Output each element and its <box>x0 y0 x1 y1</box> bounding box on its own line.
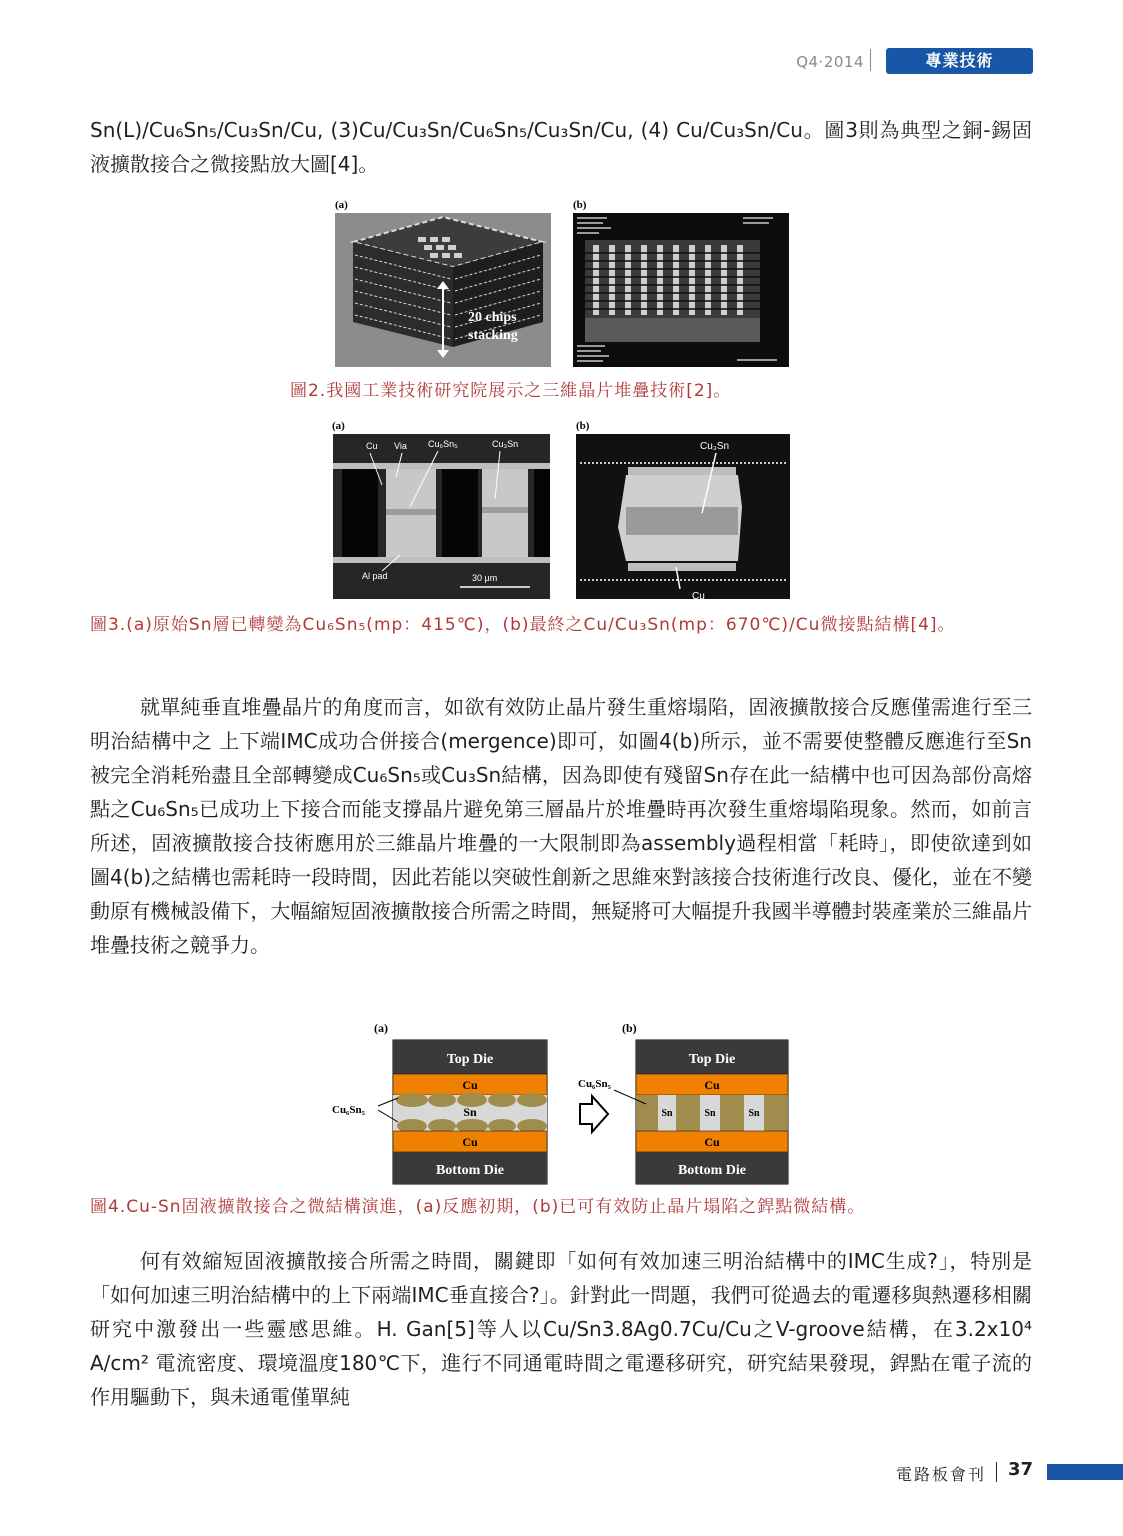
figure-3-caption: 圖3.(a)原始Sn層已轉變為Cu₆Sn₅(mp：415℃)，(b)最終之Cu/Cu₃Sn(mp：670℃)/Cu微接點結構[4]。 <box>90 615 956 635</box>
footer-accent-bar <box>1047 1464 1123 1480</box>
fig3a-scale: 30 μm <box>472 573 498 583</box>
paragraph-bottom: 何有效縮短固液擴散接合所需之時間，關鍵即「如何有效加速三明治結構中的IMC生成?」，特別是「如何加速三明治結構中的上下兩端IMC垂直接合?」。針對此一問題，我們可從過去的電遷移與熱遷移相關研究中激發出一些靈感思維。H. Gan[5]等人以Cu/Sn3.8Ag0.7Cu/Cu之V-groove結構，在3.2x10⁴ A/cm² 電流密度、環境溫度180℃下，進行不同通電時間之電遷移研究，研究結果發現，銲點在電子流的作用驅動下，與未通電僅單純 <box>90 1249 1032 1409</box>
figure-3-image <box>330 417 792 602</box>
journal-title: 電路板會刊 <box>895 1465 986 1484</box>
figure-4-caption: 圖4.Cu-Sn固液擴散接合之微結構演進，(a)反應初期，(b)已可有效防止晶片塌陷之銲點微結構。 <box>90 1197 866 1217</box>
figure-4-diagram <box>330 1018 792 1186</box>
fig4b-sn-3: Sn <box>748 1108 760 1119</box>
fig4-label-b: (b) <box>622 1021 637 1035</box>
fig4b-sn-2: Sn <box>704 1108 716 1119</box>
fig4a-sn: Sn <box>463 1105 477 1119</box>
fig3b-cu3sn: Cu₃Sn <box>700 441 730 452</box>
fig3-label-b: (b) <box>576 420 590 432</box>
fig3a-cu6sn5: Cu₆Sn₅ <box>428 439 458 449</box>
figure-2-caption: 圖2.我國工業技術研究院展示之三維晶片堆疊技術[2]。 <box>290 381 732 401</box>
figure-4 <box>330 1018 792 1186</box>
fig2-chips-label: 20 chips <box>468 310 517 325</box>
figure-2-image <box>333 197 793 369</box>
page-number: 37 <box>1008 1459 1034 1480</box>
fig3-label-a: (a) <box>332 420 345 432</box>
fig4a-top-die: Top Die <box>446 1052 494 1067</box>
fig4a-cu-bottom: Cu <box>462 1135 478 1149</box>
issue-label: Q4‧2014 <box>796 53 864 71</box>
fig4b-cu-bottom: Cu <box>704 1135 720 1149</box>
fig3a-cu: Cu <box>366 441 378 451</box>
fig3a-cu3sn: Cu₃Sn <box>492 439 519 449</box>
fig2-chips-label2: stacking <box>468 328 518 343</box>
fig3a-alpad: Al pad <box>362 571 388 581</box>
fig4a-bottom-die: Bottom Die <box>435 1163 505 1178</box>
paragraph-mid: 就單純垂直堆疊晶片的角度而言，如欲有效防止晶片發生重熔塌陷，固液擴散接合反應僅需進行至三明治結構中之 上下端IMC成功合併接合(mergence)即可，如圖4(b)所示，並不需要使整體反應進行至Sn被完全消耗殆盡且全部轉變成Cu₆Sn₅或Cu₃Sn結構，因為即使有殘留Sn存在此一結構中也可因為部份高熔點之Cu₆Sn₅已成功上下接合而能支撐晶片避免第三層晶片於堆疊時再次發生重熔塌陷現象。然而，如前言所述，固液擴散接合技術應用於三維晶片堆疊的一大限制即為assembly過程相當「耗時」，即使欲達到如圖4(b)之結構也需耗時一段時間，因此若能以突破性創新之思維來對該接合技術進行改良、優化，並在不變動原有機械設備下，大幅縮短固液擴散接合所需之時間，無疑將可大幅提升我國半導體封裝產業於三維晶片堆疊技術之競爭力。 <box>90 695 1032 957</box>
fig2-label-a: (a) <box>335 199 348 211</box>
fig3a-via: Via <box>394 441 407 451</box>
fig4b-bottom-die: Bottom Die <box>677 1163 747 1178</box>
figure-2 <box>333 197 793 369</box>
fig4b-sn-1: Sn <box>661 1108 673 1119</box>
section-badge: 專業技術 <box>886 48 1033 74</box>
header-divider <box>870 49 871 71</box>
fig4a-cu6sn5: Cu₆Sn₅ <box>332 1104 365 1116</box>
fig4a-cu-top: Cu <box>462 1078 478 1092</box>
fig4-label-a: (a) <box>374 1021 388 1035</box>
fig4b-top-die: Top Die <box>688 1052 736 1067</box>
footer-divider <box>996 1462 997 1482</box>
fig4b-cu-top: Cu <box>704 1078 720 1092</box>
paragraph-top: Sn(L)/Cu₆Sn₅/Cu₃Sn/Cu, (3)Cu/Cu₃Sn/Cu₆Sn₅/Cu₃Sn/Cu, (4) Cu/Cu₃Sn/Cu。圖3則為典型之銅-錫固液擴散接合之微接點放大圖[4]。 <box>90 118 1032 176</box>
fig3b-cu: Cu <box>692 591 705 602</box>
fig4b-cu6sn5: Cu₆Sn₅ <box>578 1078 611 1090</box>
fig2-label-b: (b) <box>573 199 587 211</box>
figure-3 <box>330 417 792 602</box>
